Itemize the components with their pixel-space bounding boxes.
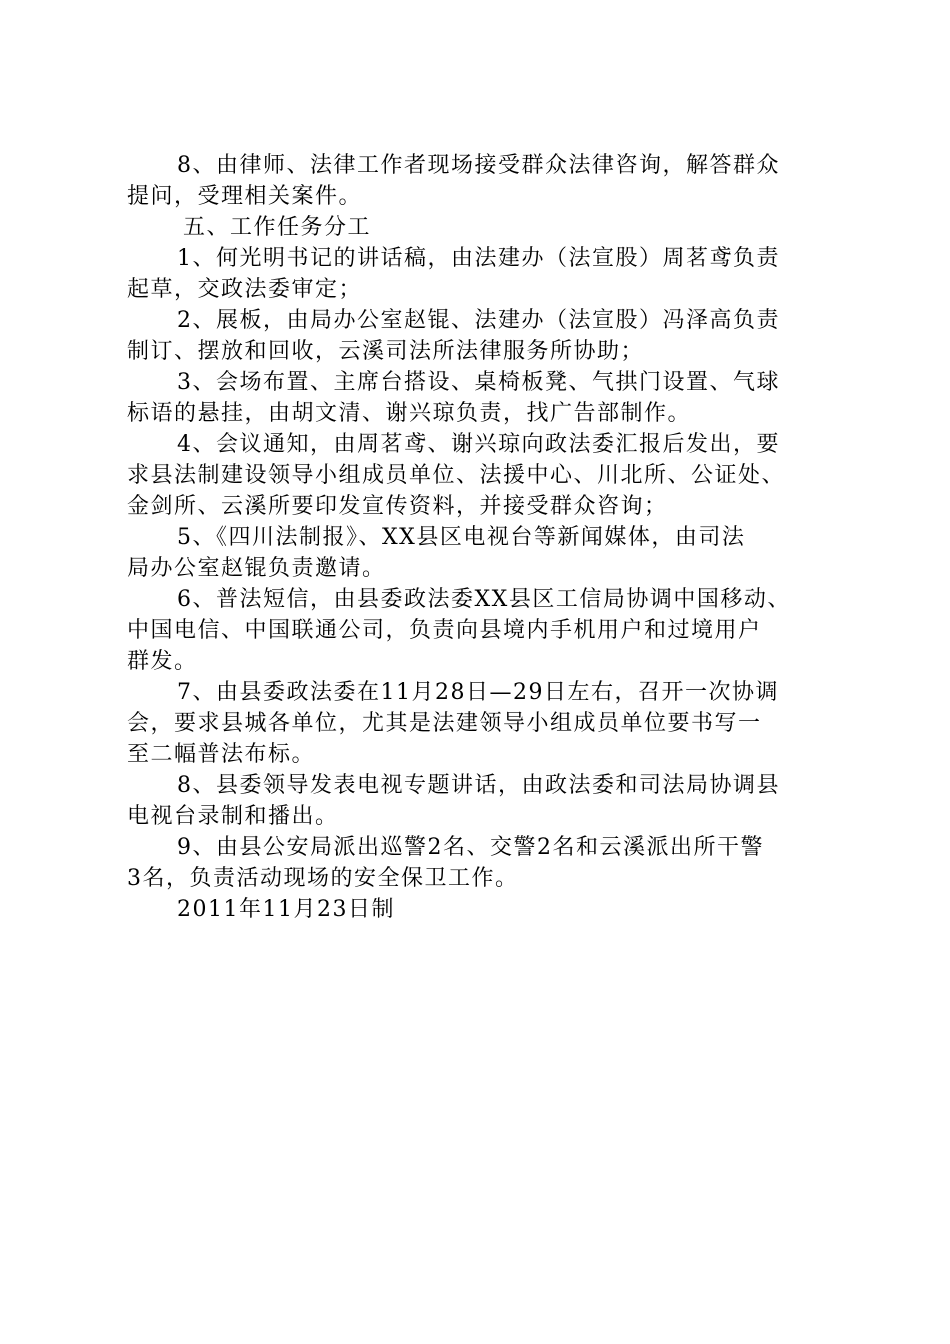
paragraph-line: 求县法制建设领导小组成员单位、法援中心、川北所、公证处、 bbox=[127, 463, 786, 488]
paragraph-line: 提问，受理相关案件。 bbox=[127, 184, 363, 209]
paragraph-line: 会，要求县城各单位，尤其是法建领导小组成员单位要书写一 bbox=[127, 711, 762, 736]
paragraph-line: 6、普法短信，由县委政法委XX县区工信局协调中国移动、 bbox=[177, 587, 791, 612]
date-signature: 2011年11月23日制 bbox=[177, 897, 395, 922]
paragraph-line: 7、由县委政法委在11月28日—29日左右，召开一次协调 bbox=[177, 680, 779, 705]
paragraph-line: 3名，负责活动现场的安全保卫工作。 bbox=[127, 866, 519, 891]
paragraph-line: 1、何光明书记的讲话稿，由法建办（法宣股）周茗鸢负责 bbox=[177, 246, 780, 271]
paragraph-line: 标语的悬挂，由胡文清、谢兴琼负责，找广告部制作。 bbox=[127, 401, 692, 426]
paragraph-line: 9、由县公安局派出巡警2名、交警2名和云溪派出所干警 bbox=[177, 835, 764, 860]
paragraph-line: 2、展板，由局办公室赵锟、法建办（法宣股）冯泽高负责 bbox=[177, 308, 780, 333]
section-heading: 五、工作任务分工 bbox=[183, 215, 372, 240]
paragraph-line: 8、县委领导发表电视专题讲话，由政法委和司法局协调县 bbox=[177, 773, 780, 798]
paragraph-line: 起草，交政法委审定； bbox=[127, 277, 363, 302]
paragraph-line: 中国电信、中国联通公司，负责向县境内手机用户和过境用户 bbox=[127, 618, 762, 643]
paragraph-line: 制订、摆放和回收，云溪司法所法律服务所协助； bbox=[127, 339, 645, 364]
paragraph-line: 局办公室赵锟负责邀请。 bbox=[127, 556, 386, 581]
paragraph-line: 3、会场布置、主席台搭设、桌椅板凳、气拱门设置、气球 bbox=[177, 370, 780, 395]
paragraph-line: 电视台录制和播出。 bbox=[127, 804, 339, 829]
paragraph-line: 4、会议通知，由周茗鸢、谢兴琼向政法委汇报后发出，要 bbox=[177, 432, 780, 457]
paragraph-line: 群发。 bbox=[127, 649, 198, 674]
paragraph-line: 5、《四川法制报》、XX县区电视台等新闻媒体，由司法 bbox=[177, 525, 746, 550]
paragraph-line: 至二幅普法布标。 bbox=[127, 742, 316, 767]
paragraph-line: 8、由律师、法律工作者现场接受群众法律咨询，解答群众 bbox=[177, 153, 780, 178]
document-body bbox=[127, 150, 827, 925]
paragraph-line: 金剑所、云溪所要印发宣传资料，并接受群众咨询； bbox=[127, 494, 668, 519]
